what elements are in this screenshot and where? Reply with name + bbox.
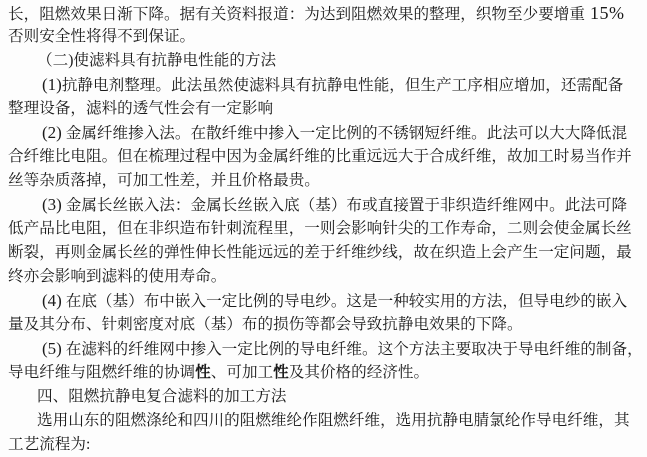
text-segment: 断裂，再则金属长丝的弹性伸长性能远远的差于纤维纱线，故在织造上会产生一定问题，最 (8, 244, 632, 261)
text-line-1 (8, 1, 643, 25)
text-segment: 、可加工 (210, 364, 274, 381)
text-line-5 (8, 97, 643, 121)
text-line-6 (8, 121, 643, 145)
text-segment: 低产品比电阻，但在非织造布针刺流程里，一则会影响针尖的工作寿命，二则会使金属长丝 (8, 220, 632, 237)
text-segment: 金属长丝嵌入法：金属长丝嵌入底（基）布或直接置于非织造纤维网中。此法可降 (61, 197, 628, 214)
text-line-2 (8, 25, 643, 49)
text-segment: 合纤维比电阻。但在梳理过程中因为金属纤维的比重远远大于合成纤维，故加工时易当作并 (8, 148, 632, 165)
text-segment: 在滤料的纤维网中掺入一定比例的导电纤维。这个方法主要取决于导电纤维的制备， (61, 341, 643, 358)
text-segment: 整理设备，滤料的透气性会有一定影响 (8, 100, 274, 117)
text-line-7 (8, 145, 643, 169)
text-line-15 (8, 337, 643, 361)
text-segment: 性 (273, 364, 289, 381)
text-segment: (3) (42, 195, 62, 214)
text-segment: 工艺流程为: (8, 436, 91, 453)
text-segment: 15% (584, 3, 625, 23)
text-segment: (4) (42, 291, 62, 310)
text-line-14 (8, 313, 643, 337)
text-segment: (5) (42, 339, 62, 358)
text-segment: 导电纤维与阻燃纤维的协调 (8, 364, 196, 381)
text-segment: 在底（基）布中嵌入一定比例的导电纱。这是一种较实用的方法，但导电纱的嵌入 (61, 293, 628, 310)
text-segment: 选用山东的阻燃涤纶和四川的阻燃维纶作阻燃纤维，选用抗静电腈氯纶作导电纤维，其 (37, 412, 630, 429)
text-segment: 丝等杂质落掉，可加工性差，并且价格最贵。 (8, 172, 320, 189)
text-line-9 (8, 193, 643, 217)
text-segment: 抗静电剂整理。此法虽然使滤料具有抗静电性能，但生产工序相应增加，还需配备 (61, 77, 624, 94)
text-line-11 (8, 241, 643, 265)
text-line-3 (8, 49, 643, 73)
text-segment: 长，阻燃效果日渐下降。据有关资料报道：为达到阻燃效果的整理，织物至少要增重 (8, 6, 585, 23)
text-line-19 (8, 433, 643, 457)
text-line-10 (8, 217, 643, 241)
text-line-12 (8, 265, 643, 289)
text-segment: 量及其分布、针刺密度对底（基）布的损伤等都会导致抗静电效果的下降。 (8, 316, 523, 333)
text-segment: 四、阻燃抗静电复合滤料的加工方法 (37, 388, 287, 405)
text-segment: （二)使滤料具有抗静电性能的方法 (37, 52, 277, 69)
text-line-4 (8, 73, 643, 97)
text-line-18 (8, 409, 643, 433)
text-line-13 (8, 289, 643, 313)
text-segment: (1) (42, 75, 62, 94)
text-segment: (2) (42, 123, 62, 142)
text-segment: 金属纤维掺入法。在散纤维中掺入一定比例的不锈钢短纤维。此法可以大大降低混 (61, 125, 628, 142)
text-line-8 (8, 169, 643, 193)
text-segment: 及其价格的经济性。 (288, 364, 430, 381)
text-line-16 (8, 361, 643, 385)
text-segment: 否则安全性将得不到保证。 (8, 28, 196, 45)
text-segment: 终亦会影响到滤料的使用寿命。 (8, 268, 227, 285)
text-segment: 性 (195, 364, 211, 381)
text-line-17 (8, 385, 643, 409)
